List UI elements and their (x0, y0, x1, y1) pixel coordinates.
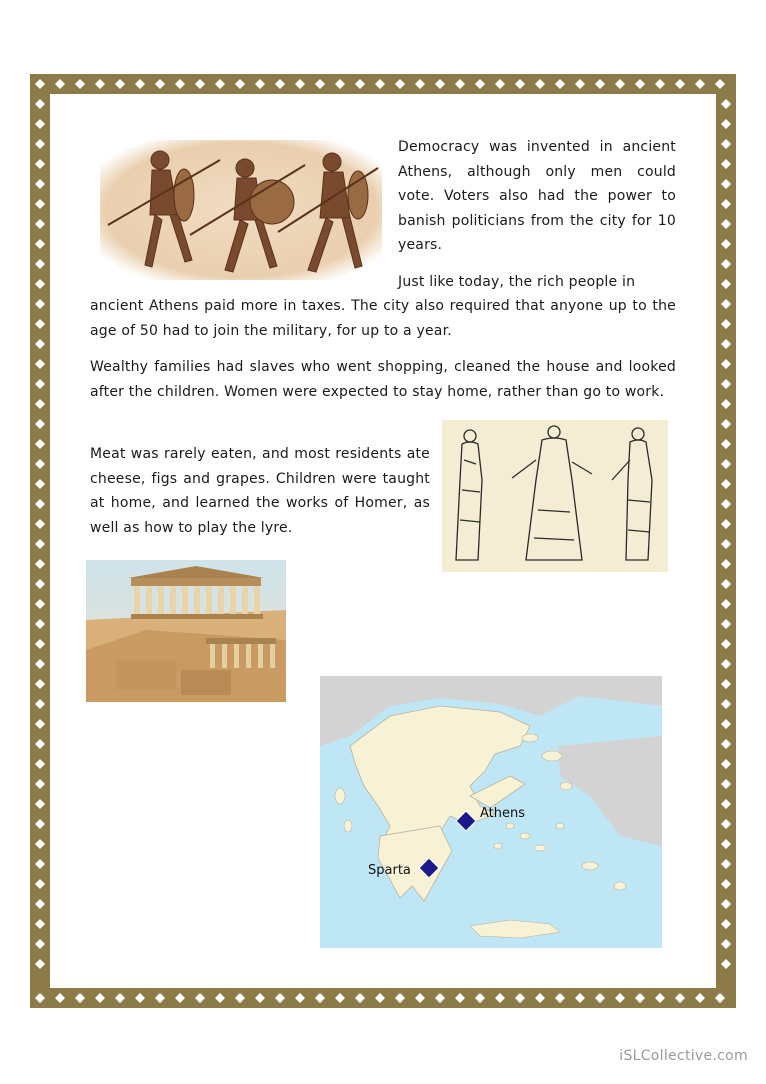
border-diamond (655, 993, 665, 1003)
sparta-label: Sparta (368, 863, 411, 878)
border-diamond (395, 79, 405, 89)
border-diamond (255, 79, 265, 89)
border-diamond (695, 993, 705, 1003)
border-diamond (595, 79, 605, 89)
border-diamond (721, 539, 731, 549)
border-diamond (721, 179, 731, 189)
border-diamond (295, 993, 305, 1003)
border-diamond (375, 79, 385, 89)
border-diamond (35, 199, 45, 209)
border-diamond (35, 659, 45, 669)
border-diamond (721, 799, 731, 809)
border-diamond (675, 79, 685, 89)
border-diamond (35, 759, 45, 769)
border-diamond (435, 993, 445, 1003)
border-diamond (35, 839, 45, 849)
border-diamond (35, 499, 45, 509)
border-diamond (721, 239, 731, 249)
border-diamond (35, 739, 45, 749)
border-diamond (35, 479, 45, 489)
border-diamond (721, 219, 731, 229)
border-diamond (721, 119, 731, 129)
border-diamond (215, 993, 225, 1003)
border-diamond (35, 439, 45, 449)
border-diamond (595, 993, 605, 1003)
border-diamond (55, 993, 65, 1003)
border-diamond (635, 79, 645, 89)
border-diamond (721, 259, 731, 269)
border-diamond (721, 399, 731, 409)
border-diamond (35, 919, 45, 929)
border-diamond (721, 719, 731, 729)
greek-women-image (442, 420, 668, 572)
border-diamond (315, 79, 325, 89)
border-diamond (615, 993, 625, 1003)
border-diamond (721, 619, 731, 629)
border-diamond (35, 699, 45, 709)
border-diamond (35, 139, 45, 149)
border-diamond (395, 993, 405, 1003)
watermark-text: iSLCollective.com (619, 1048, 748, 1064)
paragraph-taxes-first-line: Just like today, the rich people in (398, 274, 636, 290)
border-diamond (721, 579, 731, 589)
border-diamond (715, 79, 725, 89)
border-diamond (35, 379, 45, 389)
border-diamond (195, 993, 205, 1003)
border-diamond (455, 993, 465, 1003)
border-diamond (35, 99, 45, 109)
border-diamond (175, 993, 185, 1003)
border-diamond (455, 79, 465, 89)
border-diamond (375, 993, 385, 1003)
border-diamond (575, 993, 585, 1003)
border-diamond (35, 319, 45, 329)
border-diamond (721, 299, 731, 309)
border-diamond (721, 699, 731, 709)
border-diamond (721, 679, 731, 689)
border-diamond (35, 459, 45, 469)
border-diamond (535, 79, 545, 89)
border-diamond (35, 779, 45, 789)
acropolis-image (86, 560, 286, 702)
border-diamond (135, 993, 145, 1003)
border-diamond (475, 79, 485, 89)
border-diamond (35, 159, 45, 169)
border-diamond (175, 79, 185, 89)
border-diamond (515, 79, 525, 89)
border-diamond (275, 993, 285, 1003)
border-diamond (715, 993, 725, 1003)
border-diamond (35, 959, 45, 969)
border-diamond (35, 219, 45, 229)
border-diamond (515, 993, 525, 1003)
border-diamond (721, 739, 731, 749)
border-diamond (721, 659, 731, 669)
paragraph-democracy: Democracy was invented in ancient Athens, although only men could vote. Voters also had the power to banish politicians from the city for 10 years. (398, 139, 676, 253)
border-diamond (115, 993, 125, 1003)
border-diamond (35, 859, 45, 869)
border-diamond (721, 959, 731, 969)
border-diamond (721, 839, 731, 849)
border-diamond (315, 993, 325, 1003)
border-diamond (35, 819, 45, 829)
border-diamond (355, 79, 365, 89)
border-diamond (235, 79, 245, 89)
border-diamond (721, 439, 731, 449)
border-diamond (721, 639, 731, 649)
border-diamond (275, 79, 285, 89)
border-diamond (35, 579, 45, 589)
border-diamond (335, 993, 345, 1003)
border-diamond (721, 759, 731, 769)
athens-label: Athens (480, 806, 526, 821)
border-diamond (721, 499, 731, 509)
border-diamond (35, 519, 45, 529)
border-diamond (695, 79, 705, 89)
border-diamond (35, 679, 45, 689)
border-diamond (415, 993, 425, 1003)
border-diamond (721, 919, 731, 929)
border-diamond (35, 359, 45, 369)
border-diamond (721, 339, 731, 349)
border-diamond (415, 79, 425, 89)
border-diamond (615, 79, 625, 89)
border-diamond (35, 339, 45, 349)
border-diamond (75, 79, 85, 89)
border-diamond (721, 199, 731, 209)
border-diamond (721, 559, 731, 569)
border-diamond (35, 559, 45, 569)
border-diamond (721, 159, 731, 169)
border-diamond (35, 599, 45, 609)
border-diamond (35, 419, 45, 429)
border-diamond (35, 939, 45, 949)
border-diamond (721, 879, 731, 889)
border-diamond (35, 879, 45, 889)
greece-map (320, 676, 662, 948)
border-diamond (475, 993, 485, 1003)
border-diamond (35, 279, 45, 289)
border-diamond (75, 993, 85, 1003)
border-diamond (721, 859, 731, 869)
border-diamond (115, 79, 125, 89)
border-diamond (295, 79, 305, 89)
border-diamond (575, 79, 585, 89)
border-diamond (555, 79, 565, 89)
border-diamond (721, 479, 731, 489)
border-diamond (655, 79, 665, 89)
border-diamond (155, 79, 165, 89)
border-diamond (35, 639, 45, 649)
border-diamond (95, 79, 105, 89)
border-diamond (721, 319, 731, 329)
border-diamond (335, 79, 345, 89)
border-diamond (35, 239, 45, 249)
border-diamond (435, 79, 445, 89)
border-diamond (35, 179, 45, 189)
border-diamond (55, 79, 65, 89)
border-diamond (721, 279, 731, 289)
border-diamond (495, 79, 505, 89)
border-diamond (35, 119, 45, 129)
border-diamond (35, 799, 45, 809)
border-diamond (721, 819, 731, 829)
border-diamond (35, 399, 45, 409)
border-diamond (215, 79, 225, 89)
paragraph-slaves: Wealthy families had slaves who went shopping, cleaned the house and looked after the children. Women were expected to stay home, rather than go to work. (90, 359, 676, 400)
border-diamond (255, 993, 265, 1003)
border-diamond (195, 79, 205, 89)
border-diamond (135, 79, 145, 89)
border-diamond (35, 993, 45, 1003)
greek-warriors-image (100, 140, 382, 280)
border-diamond (155, 993, 165, 1003)
border-diamond (721, 359, 731, 369)
border-diamond (721, 779, 731, 789)
border-diamond (35, 719, 45, 729)
border-diamond (721, 139, 731, 149)
border-diamond (35, 539, 45, 549)
border-diamond (235, 993, 245, 1003)
border-diamond (35, 79, 45, 89)
border-diamond (35, 899, 45, 909)
border-diamond (721, 939, 731, 949)
border-diamond (675, 993, 685, 1003)
border-diamond (535, 993, 545, 1003)
border-diamond (721, 899, 731, 909)
border-diamond (721, 519, 731, 529)
border-diamond (721, 419, 731, 429)
border-diamond (35, 619, 45, 629)
border-diamond (35, 299, 45, 309)
border-diamond (95, 993, 105, 1003)
border-diamond (721, 99, 731, 109)
border-diamond (355, 993, 365, 1003)
border-diamond (495, 993, 505, 1003)
border-diamond (35, 259, 45, 269)
border-diamond (721, 599, 731, 609)
border-diamond (555, 993, 565, 1003)
border-diamond (721, 379, 731, 389)
border-diamond (721, 459, 731, 469)
paragraph-food-education: Meat was rarely eaten, and most residents ate cheese, figs and grapes. Children were taught at home, and learned the works of Homer, as well as how to play the lyre. (90, 446, 430, 536)
border-diamond (635, 993, 645, 1003)
paragraph-taxes: ancient Athens paid more in taxes. The city also required that anyone up to the age of 50 had to join the military, for up to a year. (90, 298, 676, 339)
